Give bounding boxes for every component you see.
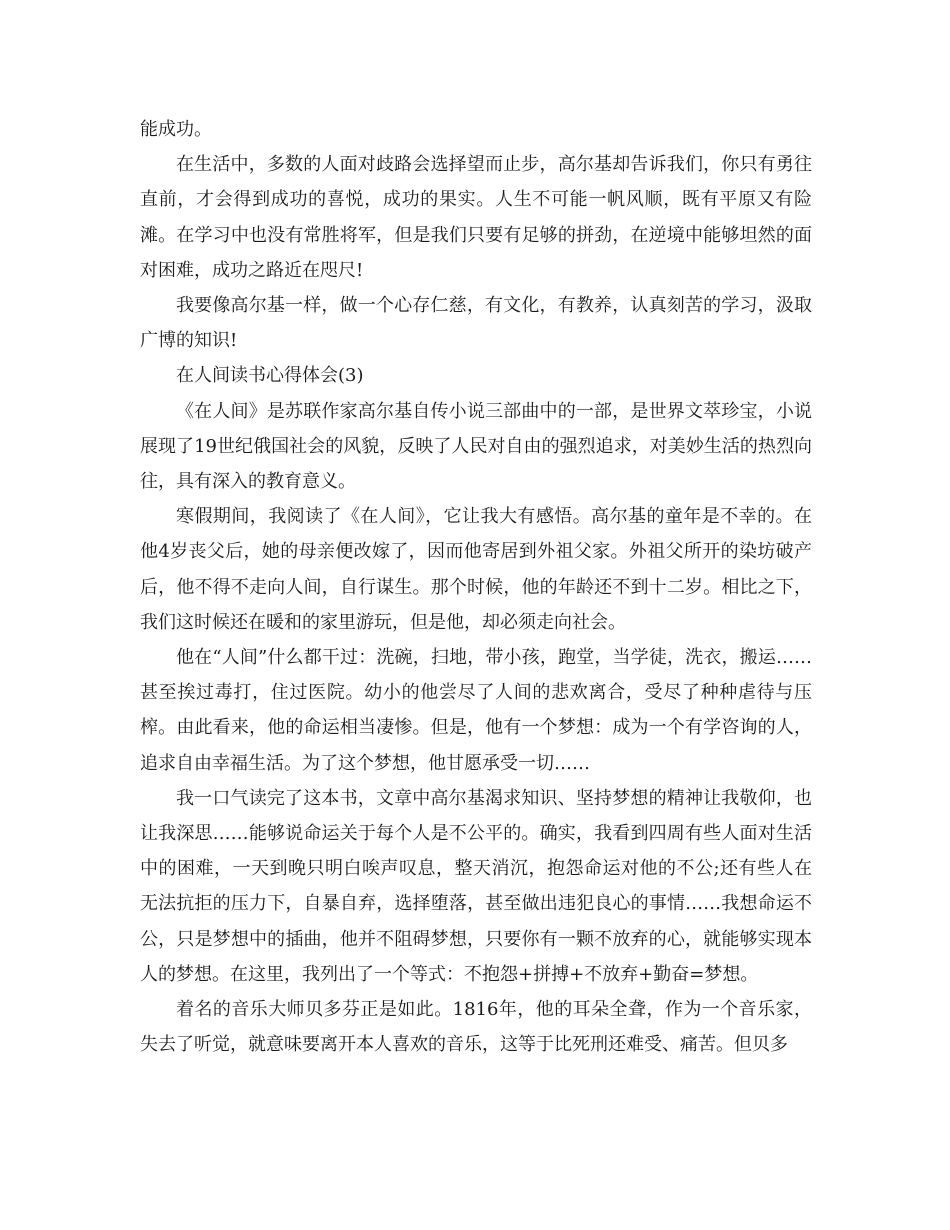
paragraph: 寒假期间，我阅读了《在人间》，它让我大有感悟。高尔基的童年是不幸的。在他4岁丧父后，她的母亲便改嫁了，因而他寄居到外祖父家。外祖父所开的染坊破产后，他不得不走向人间，自行谋生。那个时候，他的年龄还不到十二岁。相比之下，我们这时候还在暖和的家里游玩，但是他，却必须走向社会。 — [140, 506, 812, 633]
document-body — [140, 112, 812, 1062]
paragraph: 我一口气读完了这本书，文章中高尔基渴求知识、坚持梦想的精神让我敬仰，也让我深思……能够说命运关于每个人是不公平的。确实，我看到四周有些人面对生活中的困难，一天到晚只明白唉声叹息，整天消沉，抱怨命运对他的不公;还有些人在无法抗拒的压力下，自暴自弃，选择堕落，甚至做出违犯良心的事情……我想命运不公，只是梦想中的插曲，他并不阻碍梦想，只要你有一颗不放弃的心，就能够实现本人的梦想。在这里，我列出了一个等式：不抱怨+拼搏+不放弃+勤奋=梦想。 — [140, 787, 812, 985]
paragraph: 我要像高尔基一样，做一个心存仁慈，有文化，有教养，认真刻苦的学习，汲取广博的知识! — [140, 295, 812, 352]
section-heading: 在人间读书心得体会(3) — [176, 365, 364, 387]
paragraph: 在生活中，多数的人面对歧路会选择望而止步，高尔基却告诉我们，你只有勇往直前，才会得到成功的喜悦，成功的果实。人生不可能一帆风顺，既有平原又有险滩。在学习中也没有常胜将军，但是我们只要有足够的拼劲，在逆境中能够坦然的面对困难，成功之路近在咫尺! — [140, 154, 812, 281]
paragraph-continuation: 能成功。 — [140, 119, 212, 140]
paragraph: 着名的音乐大师贝多芬正是如此。1816年，他的耳朵全聋，作为一个音乐家，失去了听觉，就意味要离开本人喜欢的音乐，这等于比死刑还难受、痛苦。但贝多 — [140, 999, 812, 1056]
paragraph: 他在“人间”什么都干过：洗碗，扫地，带小孩，跑堂，当学徒，洗衣，搬运……甚至挨过毒打，住过医院。幼小的他尝尽了人间的悲欢离合，受尽了种种虐待与压榨。由此看来，他的命运相当凄惨。但是，他有一个梦想：成为一个有学咨询的人，追求自由幸福生活。为了这个梦想，他甘愿承受一切…… — [140, 647, 812, 774]
paragraph: 《在人间》是苏联作家高尔基自传小说三部曲中的一部，是世界文萃珍宝，小说展现了19世纪俄国社会的风貌，反映了人民对自由的强烈追求，对美妙生活的热烈向往，具有深入的教育意义。 — [140, 400, 812, 493]
